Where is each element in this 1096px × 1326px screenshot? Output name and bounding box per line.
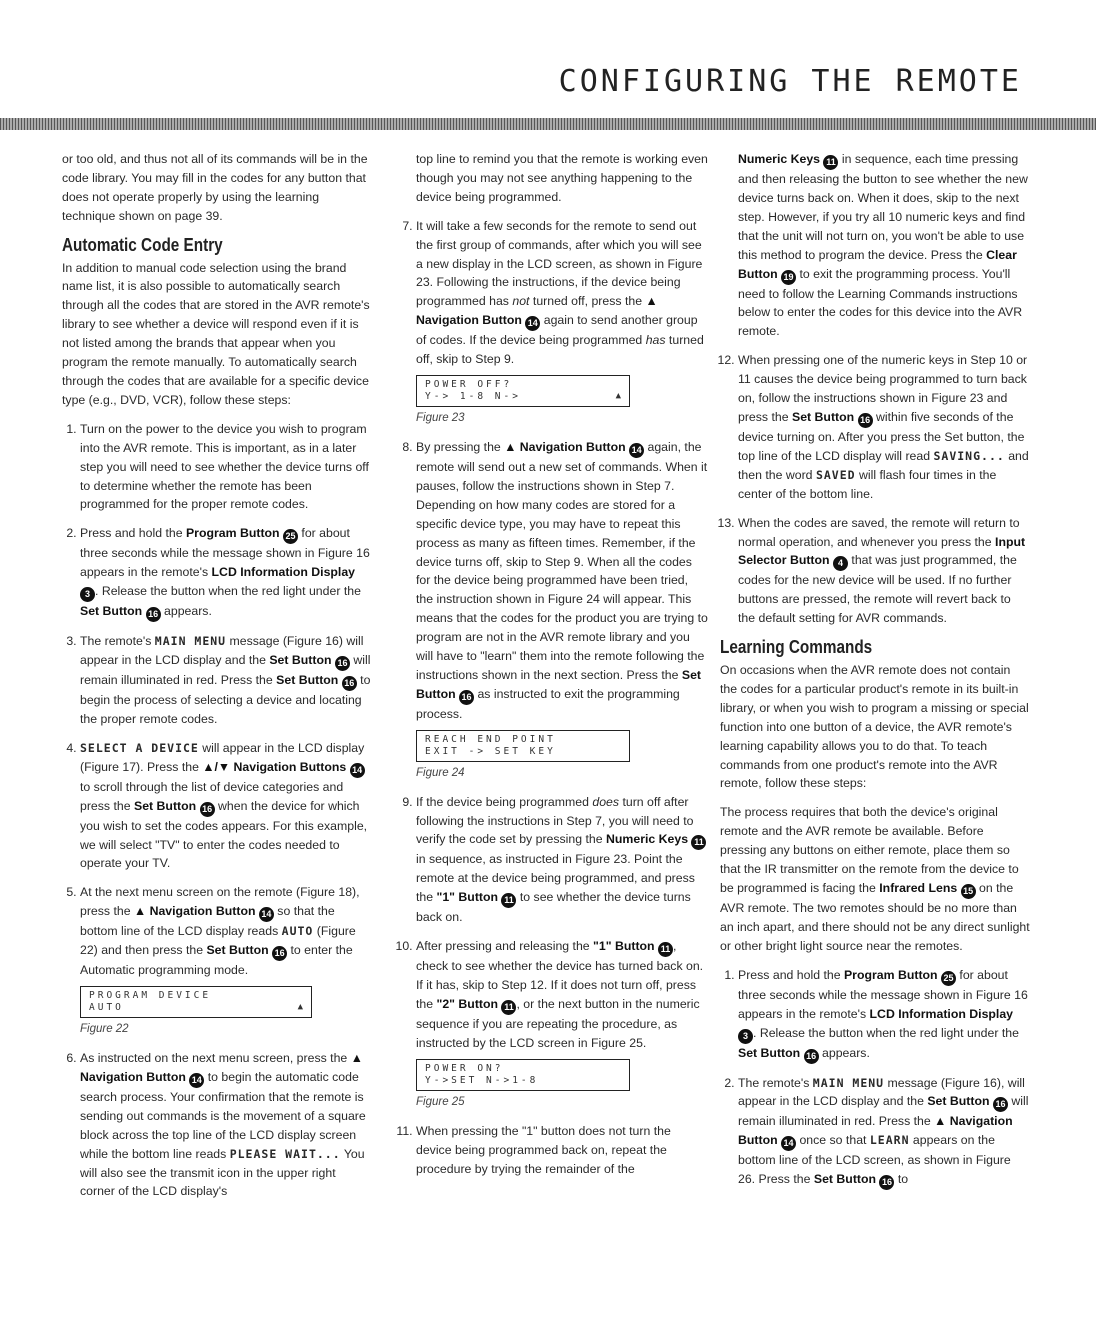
paragraph: The process requires that both the device's original remote and the AVR remote be available. Before pressing any buttons on either remote, place them so that the IR transmitter on the remote from the device to be programmed is facing the Infrared Lens 15 on the AVR remote. The two remotes should be no more than an inch apart, and there should not be any direct sunlight or other bright light source near the remotes.	[720, 805, 1030, 953]
lcd-display-figure-23	[416, 375, 630, 407]
step-3: 3. The remote's MAIN MENU message (Figure 16) will appear in the LCD display and the Set Button 16 will remain illuminated in red. Press the Set Button 16 to begin the process of selecting a device and locating the proper remote codes.	[80, 632, 372, 729]
step-11: 11. When pressing the "1" button does not turn the device being programmed back on, repeat the procedure by trying the remainder of the	[416, 1122, 708, 1179]
column-3	[720, 150, 1030, 1200]
column-1	[62, 150, 372, 1211]
paragraph: In addition to manual code selection using the brand name list, it is also possible to automatically search through all the codes that are stored in the AVR remote's library to see whether a device will respond even if it is not listed among the brands that appear when you program the remote manually. To automatically search through the codes that are available for a specific device type (e.g., DVD, VCR), follow these steps:	[62, 260, 370, 407]
section-heading-learning-commands: Learning Commands	[720, 637, 873, 658]
callout-badge: 19	[781, 270, 796, 285]
figure-caption: Figure 25	[416, 1095, 465, 1108]
callout-badge: 16	[335, 656, 350, 671]
callout-badge: 16	[146, 607, 161, 622]
learn-step-1: 1. Press and hold the Program Button 25 for about three seconds while the message shown in Figure 16 appears in the remote's LCD Information Display 3 . Release the button when the red light under the Set Button 16 appears.	[738, 966, 1030, 1064]
callout-badge: 3	[738, 1029, 753, 1044]
callout-badge: 11	[501, 1000, 516, 1015]
callout-badge: 14	[189, 1073, 204, 1088]
callout-badge: 25	[283, 529, 298, 544]
callout-badge: 11	[658, 942, 673, 957]
callout-badge: 14	[629, 443, 644, 458]
paragraph: or too old, and thus not all of its commands will be in the code library. You may fill in the codes for any button that does not operate properly by using the learning technique shown on page 39.	[62, 152, 368, 223]
callout-badge: 14	[259, 907, 274, 922]
step-4: 4. SELECT A DEVICE will appear in the LCD display (Figure 17). Press the ▲/▼ Navigation Buttons 14 to scroll through the list of device categories and press the Set Button 16 when the device for which you wish to set the codes appears. For this example, we will select "TV" to enter the codes needed to operate your TV.	[80, 739, 372, 874]
lcd-line-2: AUTO	[89, 1002, 124, 1014]
callout-badge: 16	[858, 413, 873, 428]
callout-badge: 16	[200, 802, 215, 817]
figure-caption: Figure 24	[416, 766, 465, 779]
figure-caption: Figure 23	[416, 412, 465, 425]
up-arrow-icon: ▲	[297, 1002, 303, 1013]
steps-list	[62, 420, 372, 1202]
paragraph: Numeric Keys 11 in sequence, each time pressing and then releasing the button to see whether the new device turns back on. When it does, skip to the next step. However, if you try all 10 numeric keys and find that the unit will not turn on, you won't be able to use this method to program the device. Press the Clear Button 19 to exit the programming process. You'll need to follow the Learning Commands instructions below to enter the codes for this device into the AVR remote.	[738, 152, 1028, 339]
paragraph: top line to remind you that the remote is working even though you may not see anything happening to the device being programmed.	[416, 152, 708, 204]
section-heading-automatic-code-entry: Automatic Code Entry	[62, 234, 223, 255]
step-7: 7. It will take a few seconds for the remote to send out the first group of commands, after which you will see a new display in the LCD screen, as shown in Figure 23. Following the instructions, if the device being programmed has not turned off, press the ▲ Navigation Button 14 again to send another group of codes. If the device being programmed has turned off, skip to Step 9. POWER OFF? Y-> 1-8 N-> ▲ Figure 23	[416, 217, 708, 428]
callout-badge: 16	[993, 1097, 1008, 1112]
step-10: 10. After pressing and releasing the "1" Button 11 , check to see whether the device has turned back on. If it has, skip to Step 12. If it does not turn off, press the "2" Button 11 , or the next button in the numeric sequence if you are repeating the procedure, as instructed by the LCD screen in Figure 25. POWER ON? Y->SET N->1-8 Figure 25	[416, 937, 708, 1112]
callout-badge: 3	[80, 587, 95, 602]
callout-badge: 4	[833, 556, 848, 571]
callout-badge: 25	[941, 971, 956, 986]
steps-list	[720, 351, 1030, 628]
lcd-line-2: Y->SET N->1-8	[425, 1074, 539, 1086]
callout-badge: 14	[525, 316, 540, 331]
step-8: 8. By pressing the ▲ Navigation Button 14 again, the remote will send out a new set of commands. When it pauses, follow the instructions shown in Step 7. Depending on how many codes are stored for a specific device type, you may have to repeat this process as many as fifteen times. Remember, if the device turns off, skip to Step 9. When all the codes for the device being programmed have been tried, the instruction shown in Figure 24 will appear. This means that the codes for the product you are trying to program are not in the AVR remote library and you will have to "learn" them into the remote following the instructions shown in the next section. Press the Set Button 16 as instructed to exit the programming process. REACH END POINT EXIT -> SET KEY Figure 24	[416, 438, 708, 783]
lcd-line-2: Y-> 1-8 N->	[425, 391, 521, 403]
steps-list	[720, 966, 1030, 1191]
column-2	[398, 150, 708, 1188]
header-rule	[0, 118, 1096, 130]
callout-badge: 11	[501, 893, 516, 908]
step-9: 9. If the device being programmed does turn off after following the instructions in Step 7, you will need to verify the code set by pressing the Numeric Keys 11 in sequence, as instructed in Figure 23. Point the remote at the device being programmed, and press the "1" Button 11 to see whether the device turns back on.	[416, 793, 708, 928]
step-6: 6. As instructed on the next menu screen, press the ▲ Navigation Button 14 to begin the automatic code search process. Your confirmation that the remote is sending out commands is the movement of a square block across the top line of the LCD display screen while the bottom line reads PLEASE WAIT... You will also see the transmit icon in the upper right corner of the LCD display's	[80, 1049, 372, 1201]
step-1	[80, 420, 372, 515]
callout-badge: 14	[350, 763, 365, 778]
lcd-line-1: POWER OFF?	[425, 379, 513, 391]
learn-step-2: 2. The remote's MAIN MENU message (Figure 16), will appear in the LCD display and the Set Button 16 will remain illuminated in red. Press the ▲ Navigation Button 14 once so that LEARN appears on the bottom line of the LCD screen, as shown in Figure 26. Press the Set Button 16 to	[738, 1074, 1030, 1191]
step-13: 13. When the codes are saved, the remote will return to normal operation, and whenever you press the Input Selector Button 4 that was just programmed, the codes for the new device will be used. If no further buttons are pressed, the remote will revert back to the default setting for AVR commands.	[738, 514, 1030, 629]
step-2: 2. Press and hold the Program Button 25 for about three seconds while the message shown in Figure 16 appears in the remote's LCD Information Display 3 . Release the button when the red light under the Set Button 16 appears.	[80, 524, 372, 622]
callout-badge: 16	[342, 676, 357, 691]
page-title: CONFIGURING THE REMOTE	[558, 64, 1022, 99]
step-text: Turn on the power to the device you wish to program into the AVR remote. This is important, as in a later step you will need to see whether the device turns off to determine whether the remote has been programmed for the proper remote codes.	[80, 421, 369, 512]
callout-badge: 16	[879, 1175, 894, 1190]
lcd-line-1: PROGRAM DEVICE	[89, 990, 212, 1002]
lcd-display-figure-22	[80, 986, 312, 1018]
lcd-line-1: REACH END POINT	[425, 733, 556, 745]
step-5: 5. At the next menu screen on the remote (Figure 18), press the ▲ Navigation Button 14 so that the bottom line of the LCD display reads AUTO (Figure 22) and then press the Set Button 16 to enter the Automatic programming mode. PROGRAM DEVICE AUTO ▲ Figure 22	[80, 883, 372, 1039]
callout-badge: 15	[961, 884, 976, 899]
callout-badge: 14	[781, 1136, 796, 1151]
lcd-line-1: POWER ON?	[425, 1062, 504, 1074]
lcd-display-figure-25	[416, 1059, 630, 1091]
callout-badge: 11	[823, 155, 838, 170]
callout-badge: 16	[272, 946, 287, 961]
lcd-display-figure-24	[416, 730, 630, 762]
callout-badge: 16	[804, 1049, 819, 1064]
figure-caption: Figure 22	[80, 1023, 129, 1036]
step-12: 12. When pressing one of the numeric keys in Step 10 or 11 causes the device being programmed to turn back on, follow the instructions shown in Figure 23 and press the Set Button 16 within five seconds of the device turning on. After you press the Set button, the top line of the LCD display will read SAVING... and then the word SAVED will flash four times in the center of the bottom line.	[738, 351, 1030, 503]
callout-badge: 11	[691, 835, 706, 850]
paragraph: On occasions when the AVR remote does not contain the codes for a particular product's remote in its built-in library, or when you wish to program a missing or special function into one button of a device, the AVR remote's learning capability allows you to do that. To teach commands from one product's remote into the AVR remote, follow these steps:	[720, 663, 1029, 791]
callout-badge: 16	[459, 690, 474, 705]
up-arrow-icon: ▲	[615, 391, 621, 402]
lcd-line-2: EXIT -> SET KEY	[425, 745, 556, 757]
steps-list	[398, 217, 708, 1179]
